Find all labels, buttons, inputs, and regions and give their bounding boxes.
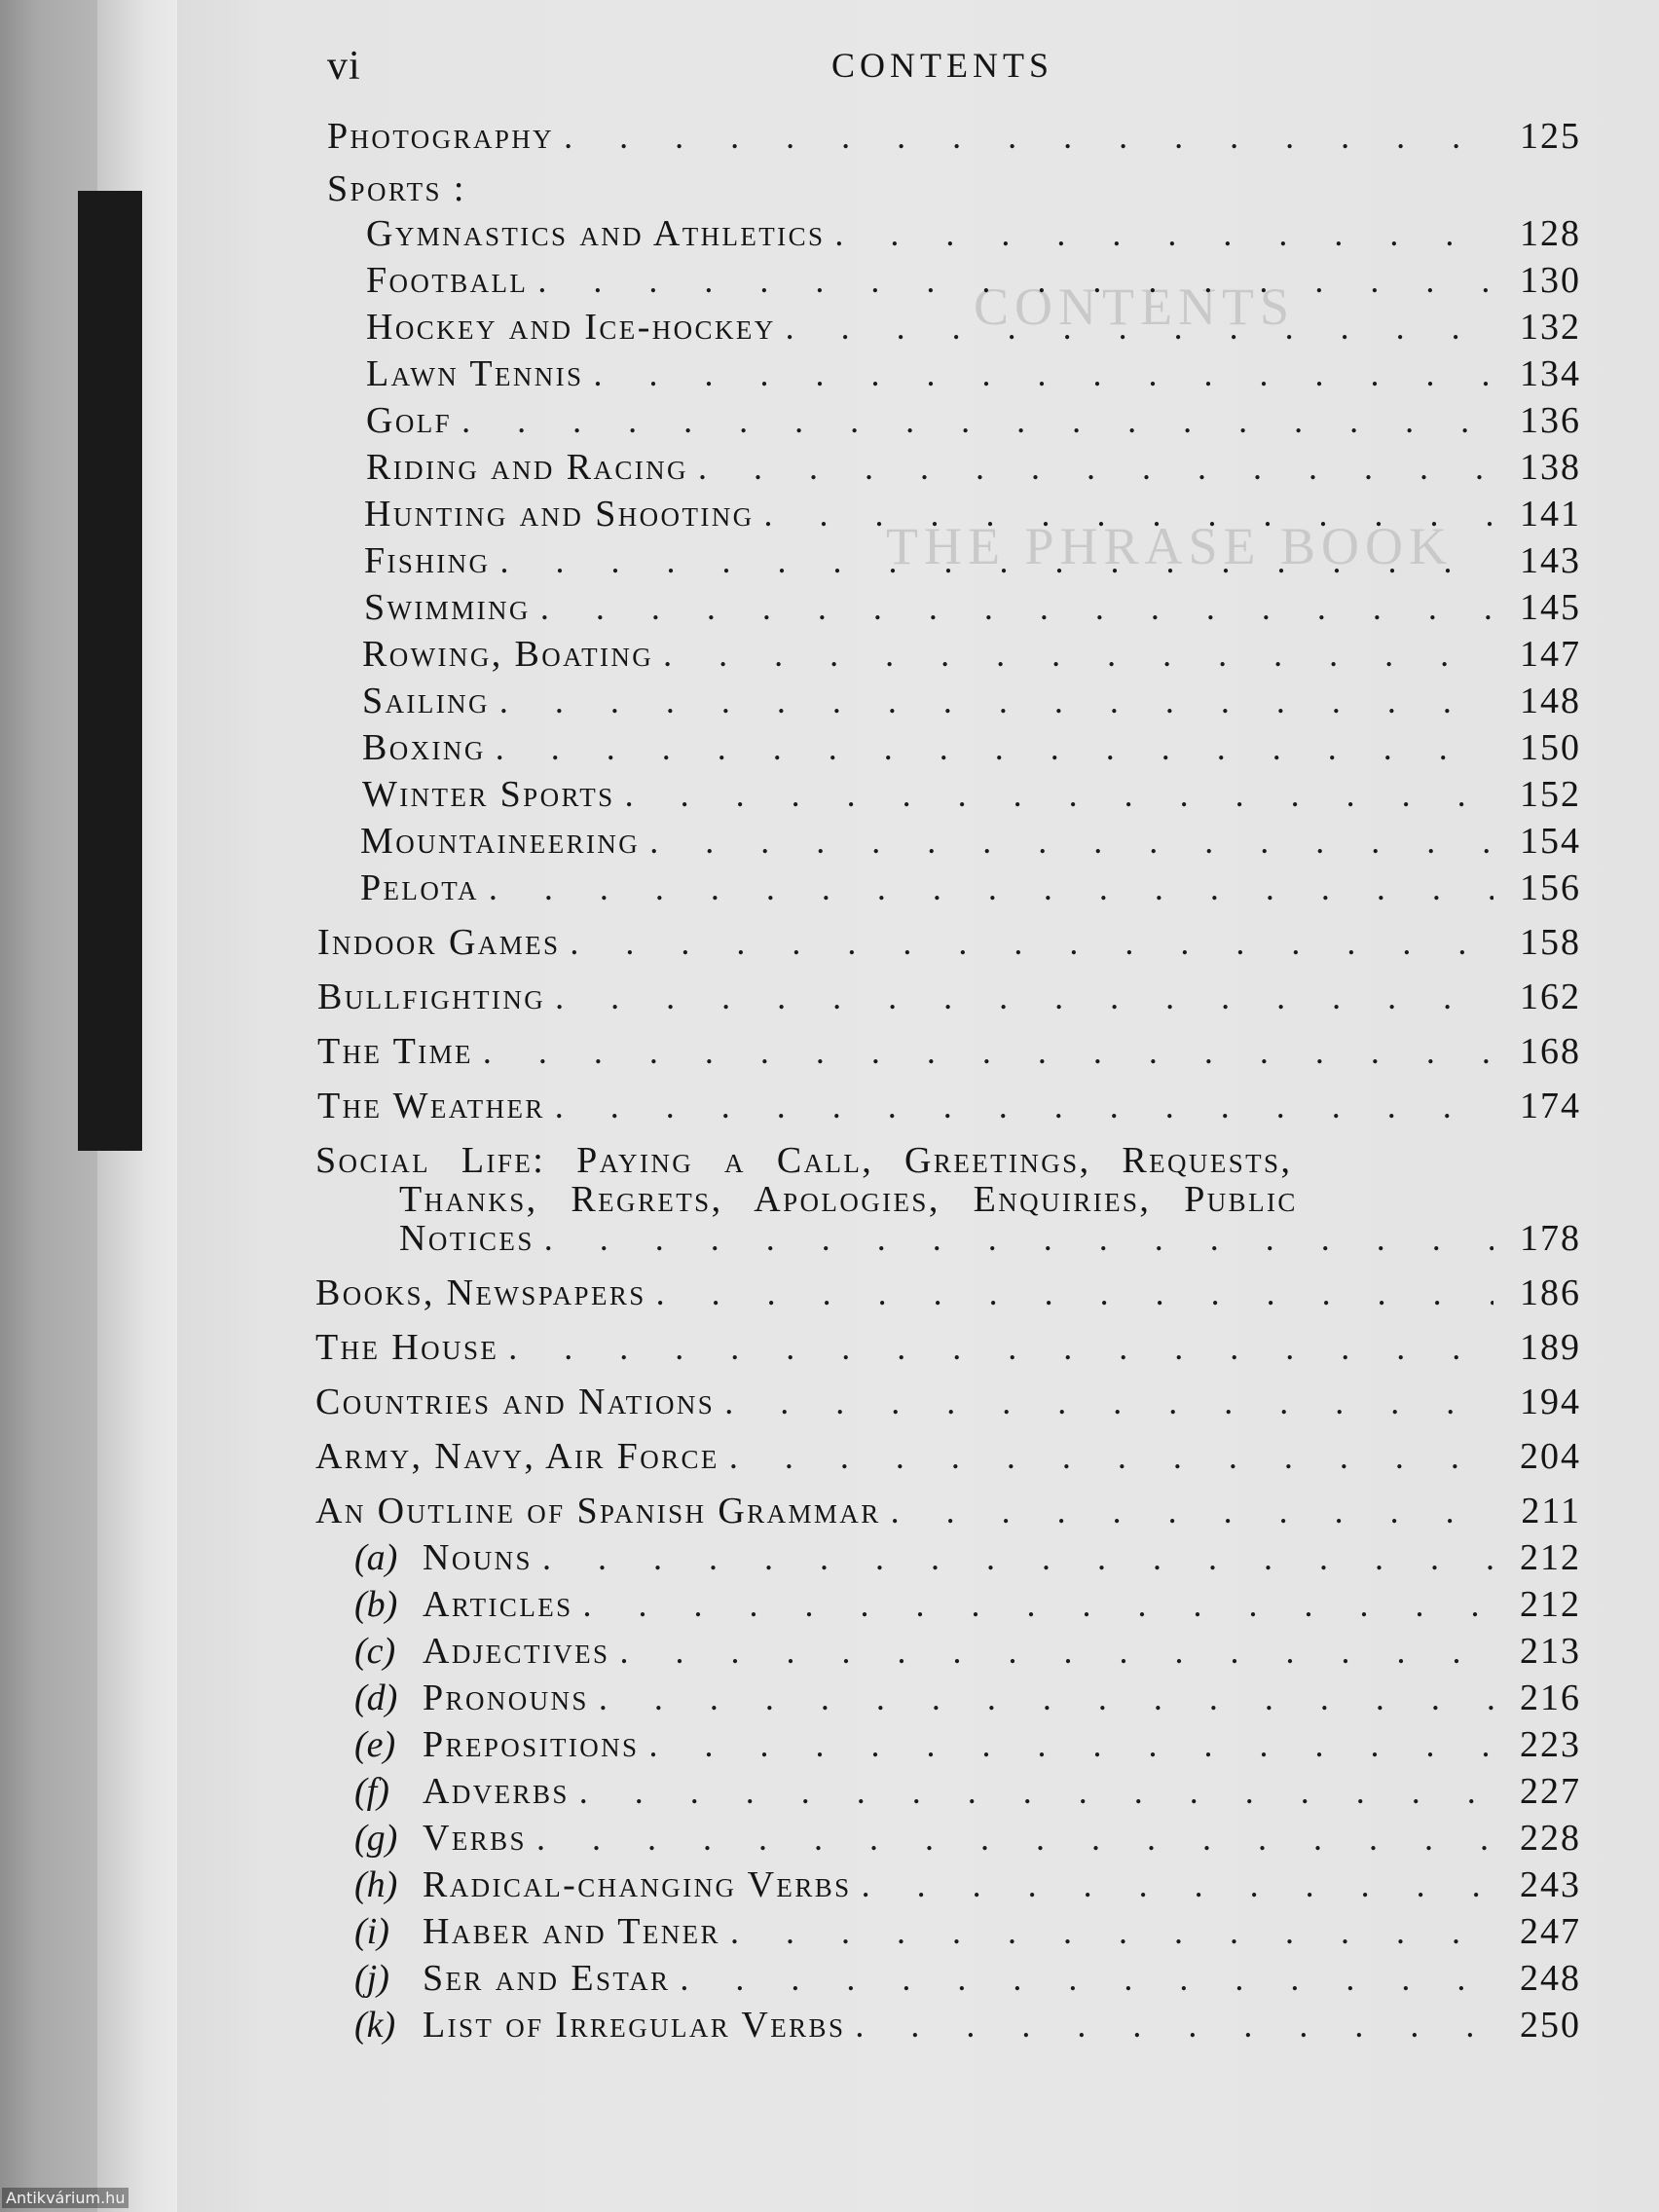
toc-entry-golf[interactable]: [366, 399, 1581, 448]
leader-dots: [653, 634, 1493, 675]
toc-entry-haber-tener[interactable]: [354, 1910, 1581, 1959]
leader-dots: [490, 681, 1493, 721]
toc-entry-label: (j): [354, 1958, 389, 1999]
toc-entry-books[interactable]: [315, 1272, 1581, 1320]
toc-entry-title: The Time: [317, 1031, 473, 1072]
toc-entry-title: Fishing: [364, 540, 491, 581]
toc-entry-title: Books, Newspapers: [315, 1272, 646, 1313]
toc-entry-indoor-games[interactable]: [317, 921, 1581, 970]
toc-entry-page: 213: [1520, 1631, 1581, 1672]
toc-entry-page: 128: [1520, 213, 1581, 254]
toc-entry-label: (e): [354, 1724, 396, 1765]
leader-dots: [688, 447, 1493, 488]
source-watermark: Antikvárium.hu: [2, 2188, 129, 2208]
leader-dots: [531, 587, 1493, 628]
leader-dots: [881, 1491, 1493, 1531]
toc-entry-grammar-outline[interactable]: [315, 1490, 1581, 1538]
toc-entry-title: Verbs: [423, 1818, 527, 1859]
toc-entry-final-line: [399, 1217, 1581, 1266]
toc-entry-title: Bullfighting: [317, 977, 546, 1017]
toc-entry-page: 125: [1520, 116, 1581, 157]
toc-entry-bullfighting[interactable]: [317, 976, 1581, 1024]
toc-entry-page: 178: [1520, 1218, 1581, 1259]
leader-dots: [560, 922, 1493, 963]
leader-dots: [845, 2005, 1493, 2046]
toc-entry-fishing[interactable]: [364, 539, 1581, 588]
leader-dots: [583, 353, 1493, 394]
toc-entry-page: 158: [1520, 922, 1581, 963]
toc-entry-title: Photography: [327, 116, 555, 157]
toc-entry-page: 134: [1520, 353, 1581, 394]
toc-entry-countries[interactable]: [315, 1381, 1581, 1429]
toc-entry-page: 168: [1520, 1031, 1581, 1072]
toc-entry-title: Army, Navy, Air Force: [315, 1436, 719, 1477]
toc-entry-title: The Weather: [317, 1086, 545, 1126]
leader-dots: [615, 774, 1493, 815]
toc-entry-page: 141: [1520, 494, 1581, 535]
toc-entry-page: 189: [1520, 1327, 1581, 1368]
leader-dots: [473, 1031, 1493, 1072]
toc-entry-title: Adverbs: [423, 1771, 570, 1812]
toc-entry-title: Lawn Tennis: [366, 353, 584, 394]
leader-dots: [640, 821, 1493, 862]
toc-entry-title: Prepositions: [423, 1724, 640, 1765]
toc-entry-page: 204: [1520, 1436, 1581, 1477]
leader-dots: [589, 1677, 1493, 1718]
toc-entry-title: Rowing, Boating: [362, 634, 654, 675]
toc-entry-title: Swimming: [364, 587, 531, 628]
toc-entry-page: 147: [1520, 634, 1581, 675]
leader-dots: [452, 400, 1493, 441]
toc-entry-title: Pelota: [360, 867, 479, 908]
toc-entry-nouns[interactable]: [354, 1536, 1581, 1585]
leader-dots: [527, 1818, 1493, 1859]
toc-entry-page: 174: [1520, 1086, 1581, 1126]
toc-entry-title: Adjectives: [423, 1631, 610, 1672]
toc-entry-radical-changing-verbs[interactable]: [354, 1863, 1581, 1912]
show-through-text: CONTENTS: [974, 277, 1295, 336]
toc-entry-army[interactable]: [315, 1435, 1581, 1484]
show-through-text: THE PHRASE BOOK: [886, 517, 1454, 575]
leader-dots: [573, 1584, 1493, 1625]
toc-entry-title: Countries and Nations: [315, 1382, 716, 1422]
toc-section-sports: [327, 167, 1581, 216]
toc-entry-title: Radical-changing Verbs: [423, 1864, 852, 1905]
toc-entry-title: An Outline of Spanish Grammar: [315, 1491, 881, 1531]
toc-entry-lawn-tennis[interactable]: [366, 352, 1581, 401]
toc-entry-title: Football: [366, 260, 529, 301]
toc-entry-the-house[interactable]: [315, 1326, 1581, 1375]
toc-entry-title: Ser and Estar: [423, 1958, 671, 1999]
toc-entry-page: 145: [1520, 587, 1581, 628]
toc-entry-page: 212: [1520, 1584, 1581, 1625]
leader-dots: [554, 116, 1493, 157]
toc-entry-page: 243: [1520, 1864, 1581, 1905]
toc-entry-page: 162: [1520, 977, 1581, 1017]
toc-entry-football[interactable]: [366, 259, 1581, 308]
leader-dots: [479, 867, 1493, 908]
toc-entry-riding[interactable]: [366, 446, 1581, 495]
toc-entry-label: (g): [354, 1818, 398, 1859]
toc-entry-page: 216: [1520, 1677, 1581, 1718]
toc-entry-swimming[interactable]: [364, 586, 1581, 635]
toc-entry-articles[interactable]: [354, 1583, 1581, 1632]
toc-entry-rowing[interactable]: [362, 633, 1581, 682]
toc-entry-page: 194: [1520, 1382, 1581, 1422]
toc-entry-the-weather[interactable]: [317, 1085, 1581, 1133]
toc-entry-page: 148: [1520, 681, 1581, 721]
toc-entry-title-line: Notices: [399, 1218, 535, 1259]
toc-entry-page: 247: [1520, 1911, 1581, 1952]
toc-entry-title: Pronouns: [423, 1677, 589, 1718]
leader-dots: [535, 1218, 1493, 1259]
toc-entry-title: Indoor Games: [317, 922, 561, 963]
leader-dots: [528, 260, 1493, 301]
toc-entry-title: Riding and Racing: [366, 447, 688, 488]
leader-dots: [670, 1958, 1493, 1999]
toc-entry-page: 212: [1520, 1537, 1581, 1578]
page-folio: vi: [327, 44, 361, 89]
toc-entry-page: 154: [1520, 821, 1581, 862]
toc-entry-page: 227: [1520, 1771, 1581, 1812]
toc-entry-page: 138: [1520, 447, 1581, 488]
toc-entry-irregular-verbs[interactable]: [354, 2004, 1581, 2052]
toc-entry-label: (f): [354, 1771, 389, 1812]
leader-dots: [852, 1864, 1493, 1905]
toc-entry-gymnastics[interactable]: [366, 212, 1581, 261]
toc-entry-page: 152: [1520, 774, 1581, 815]
toc-entry-title: Haber and Tener: [423, 1911, 720, 1952]
toc-entry-prepositions[interactable]: [354, 1723, 1581, 1772]
toc-entry-page: 143: [1520, 540, 1581, 581]
toc-section-title: Sports :: [327, 168, 466, 209]
toc-entry-page: 130: [1520, 260, 1581, 301]
toc-entry-title-line: Thanks, Regrets, Apologies, Enquiries, Public: [399, 1179, 1298, 1220]
leader-dots: [545, 1086, 1493, 1126]
toc-entry-label: (h): [354, 1864, 398, 1905]
toc-entry-page: 228: [1520, 1818, 1581, 1859]
leader-dots: [639, 1724, 1493, 1765]
toc-entry-title: List of Irregular Verbs: [423, 2005, 846, 2046]
toc-entry-title: Mountaineering: [360, 821, 641, 862]
leader-dots: [715, 1382, 1493, 1422]
leader-dots: [498, 1327, 1493, 1368]
toc-entry-adjectives[interactable]: [354, 1630, 1581, 1678]
toc-entry-title: Boxing: [362, 727, 486, 768]
leader-dots: [533, 1537, 1493, 1578]
toc-entry-page: 186: [1520, 1272, 1581, 1313]
leader-dots: [490, 540, 1493, 581]
leader-dots: [825, 213, 1493, 254]
toc-entry-label: (d): [354, 1677, 398, 1718]
toc-entry-page: 248: [1520, 1958, 1581, 1999]
toc-entry-sailing[interactable]: [362, 680, 1581, 728]
leader-dots: [646, 1272, 1493, 1313]
leader-dots: [609, 1631, 1493, 1672]
toc-entry-title: Nouns: [423, 1537, 533, 1578]
toc-entry-page: 156: [1520, 867, 1581, 908]
leader-dots: [545, 977, 1493, 1017]
toc-entry-title: Articles: [423, 1584, 573, 1625]
toc-entry-page: 136: [1520, 400, 1581, 441]
toc-entry-verbs[interactable]: [354, 1817, 1581, 1865]
toc-entry-boxing[interactable]: [362, 726, 1581, 775]
toc-entry-label: (k): [354, 2005, 396, 2046]
running-head: CONTENTS: [831, 46, 1053, 85]
toc-entry-mountaineering[interactable]: [360, 820, 1581, 868]
leader-dots: [776, 307, 1493, 348]
toc-entry-label: (c): [354, 1631, 396, 1672]
toc-entry-winter-sports[interactable]: [362, 773, 1581, 822]
toc-entry-title: Hockey and Ice-hockey: [366, 307, 776, 348]
toc-entry-title: Hunting and Shooting: [364, 494, 755, 535]
toc-entry-page: 132: [1520, 307, 1581, 348]
toc-entry-ser-estar[interactable]: [354, 1957, 1581, 2006]
toc-entry-label: (a): [354, 1537, 398, 1578]
toc-entry-pelota[interactable]: [360, 866, 1581, 915]
toc-entry-title-line: Social Life: Paying a Call, Greetings, Requests,: [315, 1140, 1293, 1181]
leader-dots: [570, 1771, 1493, 1812]
toc-entry-page: 250: [1520, 2005, 1581, 2046]
toc-entry-title: Winter Sports: [362, 774, 615, 815]
leader-dots: [755, 494, 1493, 535]
toc-entry-title: Golf: [366, 400, 453, 441]
toc-entry-title: Sailing: [362, 681, 490, 721]
toc-entry-adverbs[interactable]: [354, 1770, 1581, 1819]
toc-entry-title: Gymnastics and Athletics: [366, 213, 826, 254]
toc-entry-pronouns[interactable]: [354, 1677, 1581, 1725]
toc-entry-hockey[interactable]: [366, 306, 1581, 354]
toc-entry-the-time[interactable]: [317, 1030, 1581, 1079]
toc-entry-hunting[interactable]: [364, 493, 1581, 541]
toc-entry-page: 150: [1520, 727, 1581, 768]
toc-entry-title: The House: [315, 1327, 499, 1368]
toc-entry-label: (i): [354, 1911, 389, 1952]
toc-entry-page: 223: [1520, 1724, 1581, 1765]
toc-entry-page: 211: [1521, 1491, 1581, 1531]
leader-dots: [720, 1911, 1493, 1952]
toc-entry-photography[interactable]: [327, 115, 1581, 164]
leader-dots: [719, 1436, 1493, 1477]
toc-entry-label: (b): [354, 1584, 398, 1625]
leader-dots: [486, 727, 1493, 768]
